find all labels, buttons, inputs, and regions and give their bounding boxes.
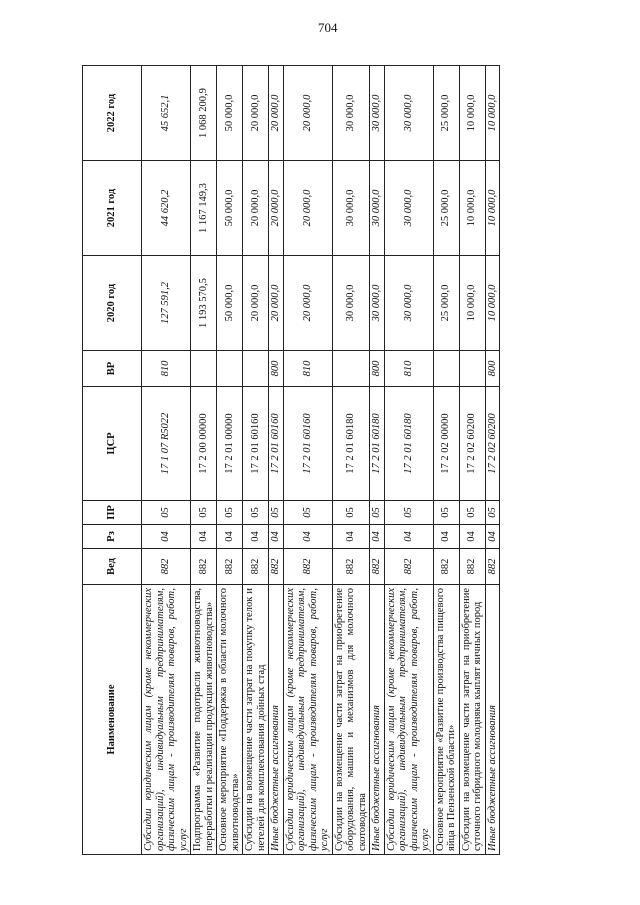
table-cell-2021: 1 167 149,3: [191, 161, 217, 256]
table-cell-pr: 05: [283, 501, 332, 525]
table-cell-csr: 17 1 07 R5022: [142, 387, 191, 501]
table-cell-vr: [433, 351, 459, 387]
table-cell-2021: 20 000,0: [269, 161, 284, 256]
table-cell-name: Субсидии на возмещение части затрат на приобретение суточного гибридного молодняка кыплят яичных пород: [459, 585, 485, 855]
table-cell-2020: 30 000,0: [370, 256, 385, 351]
table-cell-2022: 30 000,0: [332, 66, 370, 161]
table-cell-csr: 17 2 01 60180: [332, 387, 370, 501]
table-cell-2021: 30 000,0: [332, 161, 370, 256]
table-cell-rz: 04: [370, 525, 385, 549]
header-2022: 2022 год: [83, 66, 142, 161]
table-cell-pr: 05: [370, 501, 385, 525]
table-cell-pr: 05: [269, 501, 284, 525]
table-cell-2022: 50 000,0: [217, 66, 243, 161]
table-cell-csr: 17 2 01 60180: [370, 387, 385, 501]
table-cell-2021: 50 000,0: [217, 161, 243, 256]
header-csr: ЦСР: [83, 387, 142, 501]
header-name: Наименование: [83, 585, 142, 855]
table-cell-name: Субсидии на возмещение части затрат на приобретение оборудования, машин и механизмов для молочного скотоводства: [332, 585, 370, 855]
table-row: [243, 66, 269, 855]
table-cell-rz: 04: [332, 525, 370, 549]
table-cell-2022: 1 068 200,9: [191, 66, 217, 161]
table-cell-name: Иные бюджетные ассигнования: [269, 585, 284, 855]
table-cell-rz: 04: [243, 525, 269, 549]
table-cell-2022: 25 000,0: [433, 66, 459, 161]
table-cell-pr: 05: [142, 501, 191, 525]
table-cell-2021: 20 000,0: [283, 161, 332, 256]
table-cell-2021: 10 000,0: [459, 161, 485, 256]
table-cell-name: Подпрограмма «Развитие подотрасли животноводства, переработки и реализации продукции животноводства»: [191, 585, 217, 855]
table-cell-ved: 882: [485, 549, 500, 585]
table-cell-csr: 17 2 01 60160: [243, 387, 269, 501]
table-cell-rz: 04: [283, 525, 332, 549]
table-cell-vr: 800: [370, 351, 385, 387]
table-cell-2022: 20 000,0: [283, 66, 332, 161]
table-cell-rz: 04: [485, 525, 500, 549]
table-cell-2020: 127 591,2: [142, 256, 191, 351]
table-row: [191, 66, 217, 855]
table-cell-name: Субсидии юридическим лицам (кроме некоммерческих организаций), индивидуальным предпринимателям, физическим лицам - производителям товаров, работ, услуг: [384, 585, 433, 855]
table-cell-2021: 30 000,0: [370, 161, 385, 256]
table-cell-2020: 10 000,0: [459, 256, 485, 351]
header-vr: ВР: [83, 351, 142, 387]
table-cell-ved: 882: [370, 549, 385, 585]
table-cell-csr: 17 2 00 00000: [191, 387, 217, 501]
table-cell-vr: 810: [384, 351, 433, 387]
table-cell-rz: 04: [191, 525, 217, 549]
table-cell-csr: 17 2 01 60160: [269, 387, 284, 501]
table-cell-2022: 30 000,0: [370, 66, 385, 161]
table-cell-name: Иные бюджетные ассигнования: [485, 585, 500, 855]
table-cell-name: Субсидии юридическим лицам (кроме некоммерческих организаций), индивидуальным предпринимателям, физическим лицам - производителям товаров, работ, услуг: [283, 585, 332, 855]
table-body: [142, 66, 500, 855]
header-ved: Вед: [83, 549, 142, 585]
table-cell-ved: 882: [191, 549, 217, 585]
header-pr: ПР: [83, 501, 142, 525]
table-cell-2022: 20 000,0: [269, 66, 284, 161]
table-cell-name: Субсидии юридическим лицам (кроме некоммерческих организаций), индивидуальным предпринимателям, физическим лицам - производителям товаров, работ, услуг: [142, 585, 191, 855]
table-cell-vr: 810: [142, 351, 191, 387]
table-cell-ved: 882: [283, 549, 332, 585]
budget-table: [82, 65, 500, 855]
table-cell-csr: 17 2 02 00000: [433, 387, 459, 501]
table-cell-name: Субсидии на возмещение части затрат на покупку телок и нетелей для комплектования дойных стад: [243, 585, 269, 855]
table-cell-ved: 882: [332, 549, 370, 585]
table-cell-2020: 25 000,0: [433, 256, 459, 351]
table-cell-2021: 30 000,0: [384, 161, 433, 256]
table-cell-csr: 17 2 01 60180: [384, 387, 433, 501]
table-cell-vr: [217, 351, 243, 387]
table-cell-2020: 20 000,0: [269, 256, 284, 351]
table-cell-rz: 04: [384, 525, 433, 549]
table-cell-2020: 20 000,0: [243, 256, 269, 351]
table-cell-rz: 04: [217, 525, 243, 549]
table-cell-ved: 882: [269, 549, 284, 585]
table-cell-ved: 882: [142, 549, 191, 585]
table-cell-pr: 05: [459, 501, 485, 525]
table-row: [217, 66, 243, 855]
table-cell-csr: 17 2 01 00000: [217, 387, 243, 501]
table-cell-2022: 10 000,0: [459, 66, 485, 161]
table-cell-vr: [191, 351, 217, 387]
table-cell-vr: [459, 351, 485, 387]
table-cell-rz: 04: [459, 525, 485, 549]
table-cell-vr: [243, 351, 269, 387]
table-cell-rz: 04: [433, 525, 459, 549]
header-2021: 2021 год: [83, 161, 142, 256]
table-cell-pr: 05: [191, 501, 217, 525]
table-cell-vr: 800: [485, 351, 500, 387]
table-cell-2022: 10 000,0: [485, 66, 500, 161]
table-cell-ved: 882: [243, 549, 269, 585]
table-cell-csr: 17 2 01 60160: [283, 387, 332, 501]
table-row: [269, 66, 284, 855]
table-row: [459, 66, 485, 855]
table-cell-pr: 05: [217, 501, 243, 525]
table-cell-pr: 05: [485, 501, 500, 525]
page-number-text: 704: [318, 20, 338, 35]
table-cell-2020: 30 000,0: [332, 256, 370, 351]
table-cell-vr: 800: [269, 351, 284, 387]
table-row: [142, 66, 191, 855]
table-cell-pr: 05: [243, 501, 269, 525]
rotated-table-container: [82, 65, 532, 855]
table-cell-ved: 882: [217, 549, 243, 585]
table-cell-2021: 10 000,0: [485, 161, 500, 256]
table-cell-2021: 25 000,0: [433, 161, 459, 256]
table-cell-name: Основное мероприятие «Поддержка в области молочного животноводства»: [217, 585, 243, 855]
table-cell-2021: 20 000,0: [243, 161, 269, 256]
table-row: [370, 66, 385, 855]
page-number: [318, 0, 342, 40]
table-cell-2022: 45 652,1: [142, 66, 191, 161]
table-cell-pr: 05: [384, 501, 433, 525]
table-cell-name: Иные бюджетные ассигнования: [370, 585, 385, 855]
table-cell-2020: 1 193 570,5: [191, 256, 217, 351]
table-cell-ved: 882: [384, 549, 433, 585]
table-row: [332, 66, 370, 855]
header-rz: Рз: [83, 525, 142, 549]
table-cell-vr: 810: [283, 351, 332, 387]
table-cell-csr: 17 2 02 60200: [459, 387, 485, 501]
table-header-row: [83, 66, 142, 855]
table-cell-2020: 50 000,0: [217, 256, 243, 351]
table-cell-ved: 882: [459, 549, 485, 585]
table-cell-2021: 44 620,2: [142, 161, 191, 256]
table-cell-vr: [332, 351, 370, 387]
table-cell-name: Основное мероприятие «Развитие производства пищевого яйца в Пензенской области»: [433, 585, 459, 855]
table-cell-2020: 20 000,0: [283, 256, 332, 351]
table-cell-2020: 30 000,0: [384, 256, 433, 351]
table-cell-2020: 10 000,0: [485, 256, 500, 351]
table-cell-2022: 30 000,0: [384, 66, 433, 161]
table-row: [283, 66, 332, 855]
table-cell-rz: 04: [142, 525, 191, 549]
table-row: [485, 66, 500, 855]
table-cell-2022: 20 000,0: [243, 66, 269, 161]
table-cell-pr: 05: [433, 501, 459, 525]
table-cell-pr: 05: [332, 501, 370, 525]
table-cell-ved: 882: [433, 549, 459, 585]
header-2020: 2020 год: [83, 256, 142, 351]
table-cell-rz: 04: [269, 525, 284, 549]
table-row: [433, 66, 459, 855]
table-row: [384, 66, 433, 855]
table-cell-csr: 17 2 02 60200: [485, 387, 500, 501]
